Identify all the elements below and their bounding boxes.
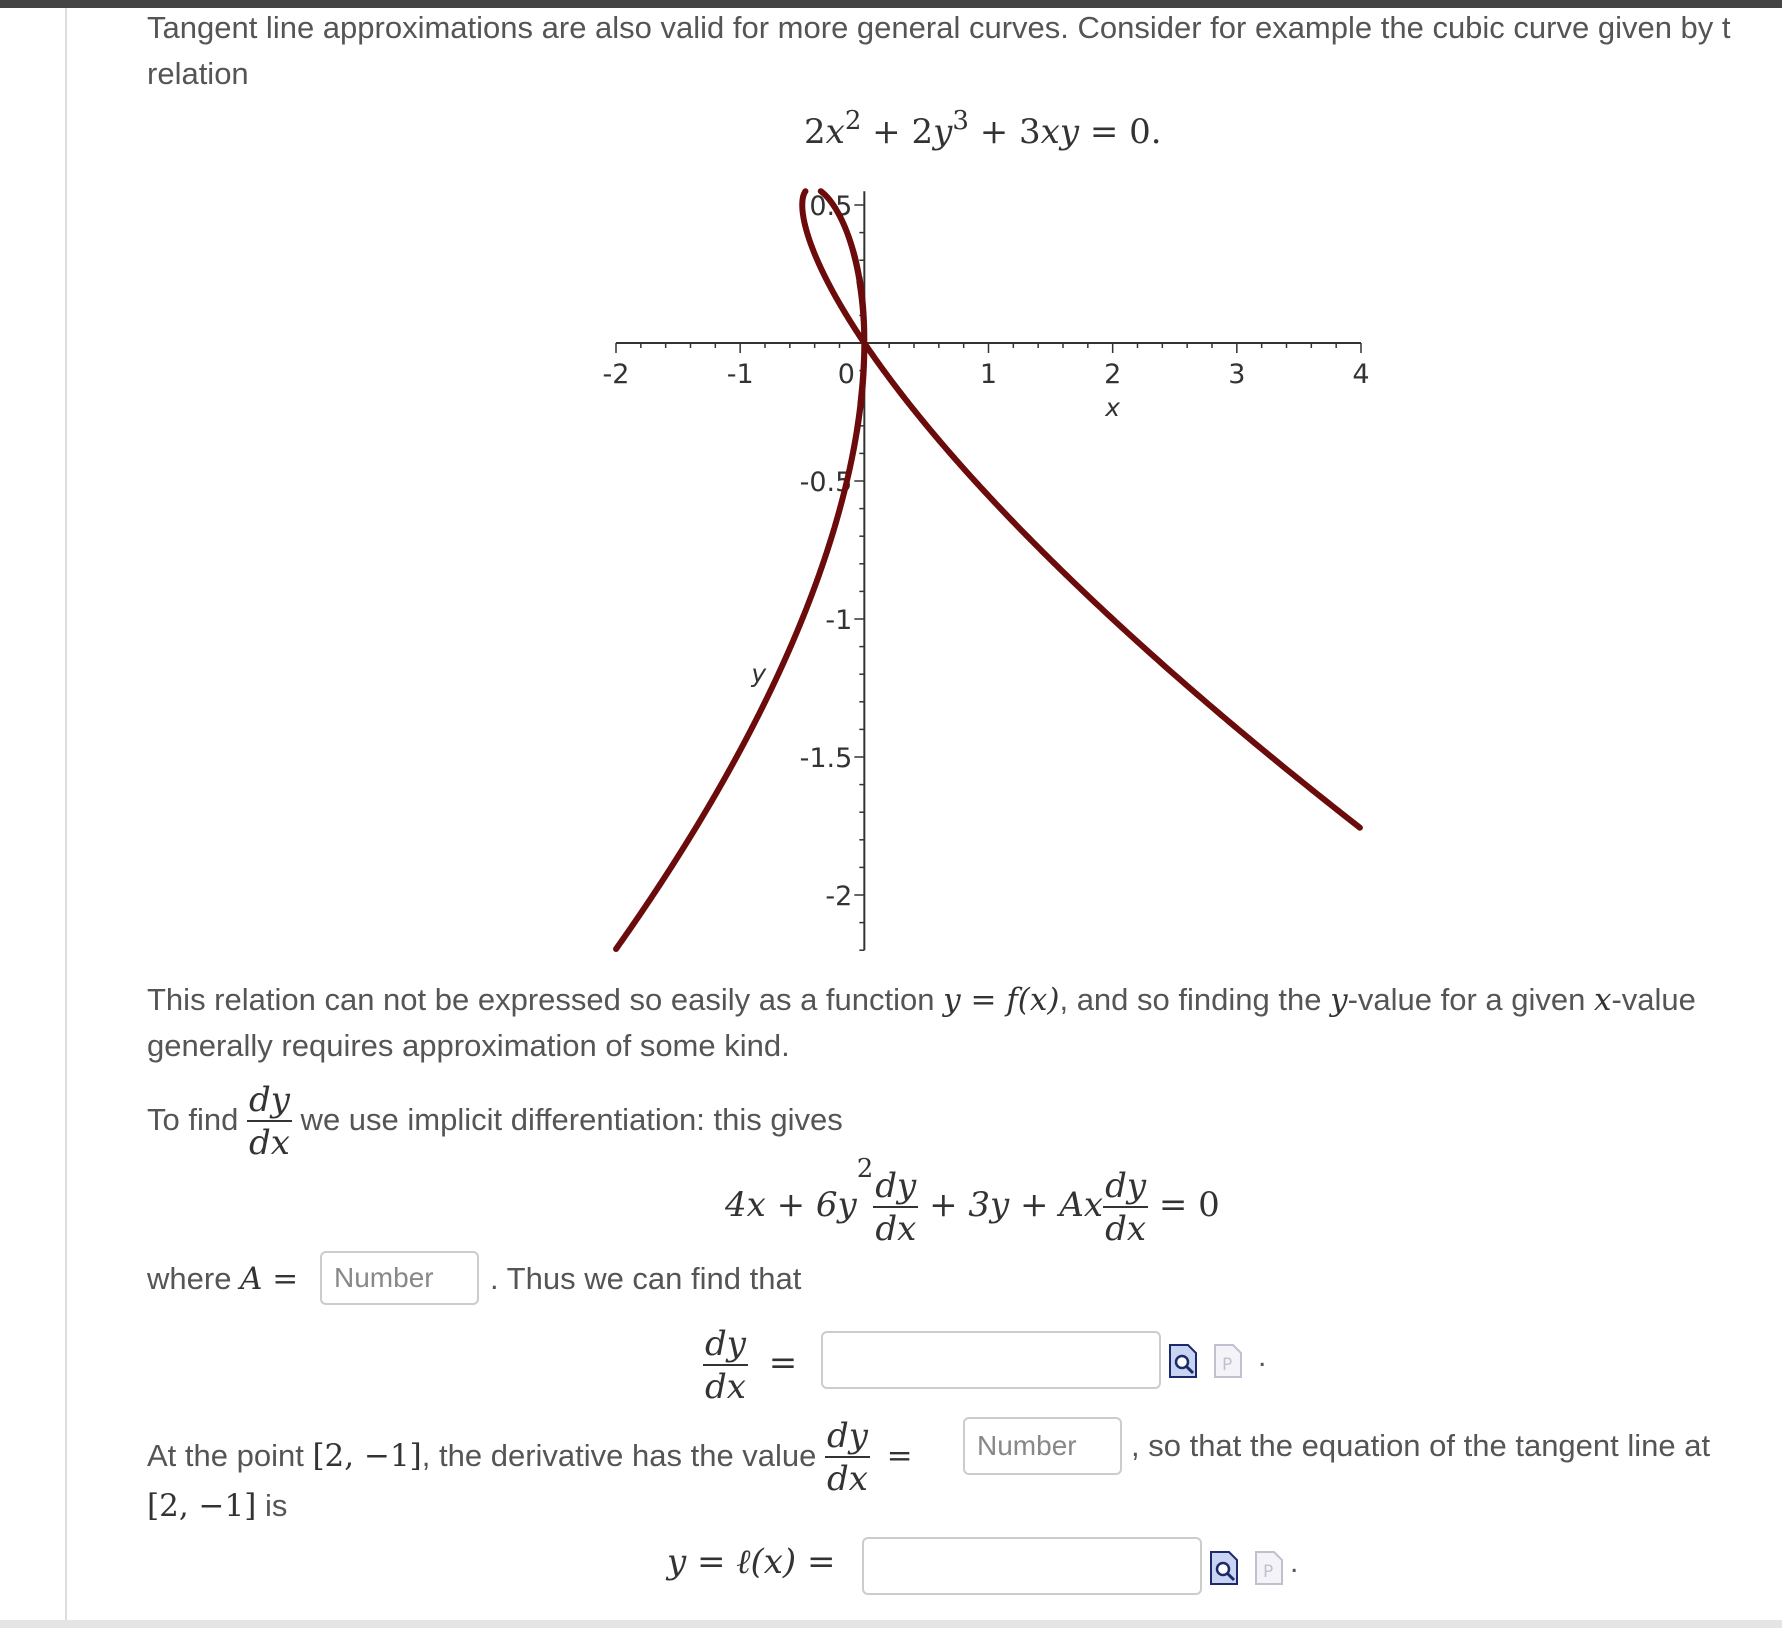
dydx-expression-input[interactable] [821,1331,1161,1389]
at-point-line: At the point [2, −1], the derivative has the value $\frac{dy}{dx}$ = [147,1416,913,1500]
bottom-divider [0,1620,1782,1628]
dy-dx-fraction: $\frac{dy}{dx}$ [248,1080,290,1164]
intro-line-2: relation [147,56,249,91]
syntax-help-icon[interactable] [1254,1550,1284,1586]
svg-text:P: P [1222,1355,1233,1375]
period-1: . [1258,1340,1267,1373]
y-tick-label: -0.5 [799,467,853,498]
derivative-value-input[interactable] [963,1417,1122,1475]
x-tick-label: 4 [1352,359,1370,390]
y-tick-label: -1.5 [799,743,853,774]
x-tick-label: 3 [1228,359,1246,390]
cubic-equation: $2x^2 + 2y^3 + 3xy = 0$. [804,106,1162,152]
intro-line-1: Tangent line approximations are also valid for more general curves. Consider for example the cubic curve given by t [147,10,1731,45]
tangent-line-input[interactable] [862,1537,1202,1595]
x-tick-label: -2 [602,359,630,390]
left-divider [65,8,67,1620]
at-point-line-2: [2, −1] is [147,1488,288,1524]
y-axis-label: y [751,659,767,689]
x-tick-label: 1 [979,359,998,390]
implicit-derivative-equation: $4x + 6y^2$ $\frac{dy}{dx}$ + 3y + Ax $\frac{dy}{dx}$ = 0 [725,1154,1220,1249]
relation-paragraph-line-2: generally requires approximation of some kind. [147,1028,790,1063]
where-a-suffix: . Thus we can find that [490,1261,802,1296]
at-point-suffix: , so that the equation of the tangent line at [1131,1428,1711,1463]
where-a-prefix: where A = [147,1261,299,1297]
curve-branch-right [799,191,1360,828]
x-tick-label: 2 [1104,359,1122,390]
y-tick-label: -1 [825,605,853,636]
a-value-input[interactable] [320,1251,479,1305]
to-find-line: To find $\frac{dy}{dx}$ we use implicit differentiation: this gives [147,1080,843,1164]
y-tick-label: 0.5 [809,191,853,222]
relation-paragraph-line-1: This relation can not be expressed so easily as a function y = f(x), and so finding the y-value for a given x-value [147,982,1696,1018]
svg-text:P: P [1263,1562,1274,1582]
syntax-help-icon[interactable] [1213,1343,1243,1379]
x-tick-label: -1 [726,359,754,390]
x-tick-label: 0 [837,359,855,390]
x-axis-label: x [1105,393,1121,422]
preview-magnifier-icon[interactable] [1168,1343,1198,1379]
dydx-expression-row: $\frac{dy}{dx}$ = [705,1323,798,1407]
period-2: . [1290,1546,1299,1579]
y-tick-label: -2 [825,881,853,912]
curve-branch-loop-left [616,345,864,949]
tangent-line-label: y = ℓ(x) = [667,1542,836,1582]
preview-magnifier-icon[interactable] [1209,1550,1239,1586]
